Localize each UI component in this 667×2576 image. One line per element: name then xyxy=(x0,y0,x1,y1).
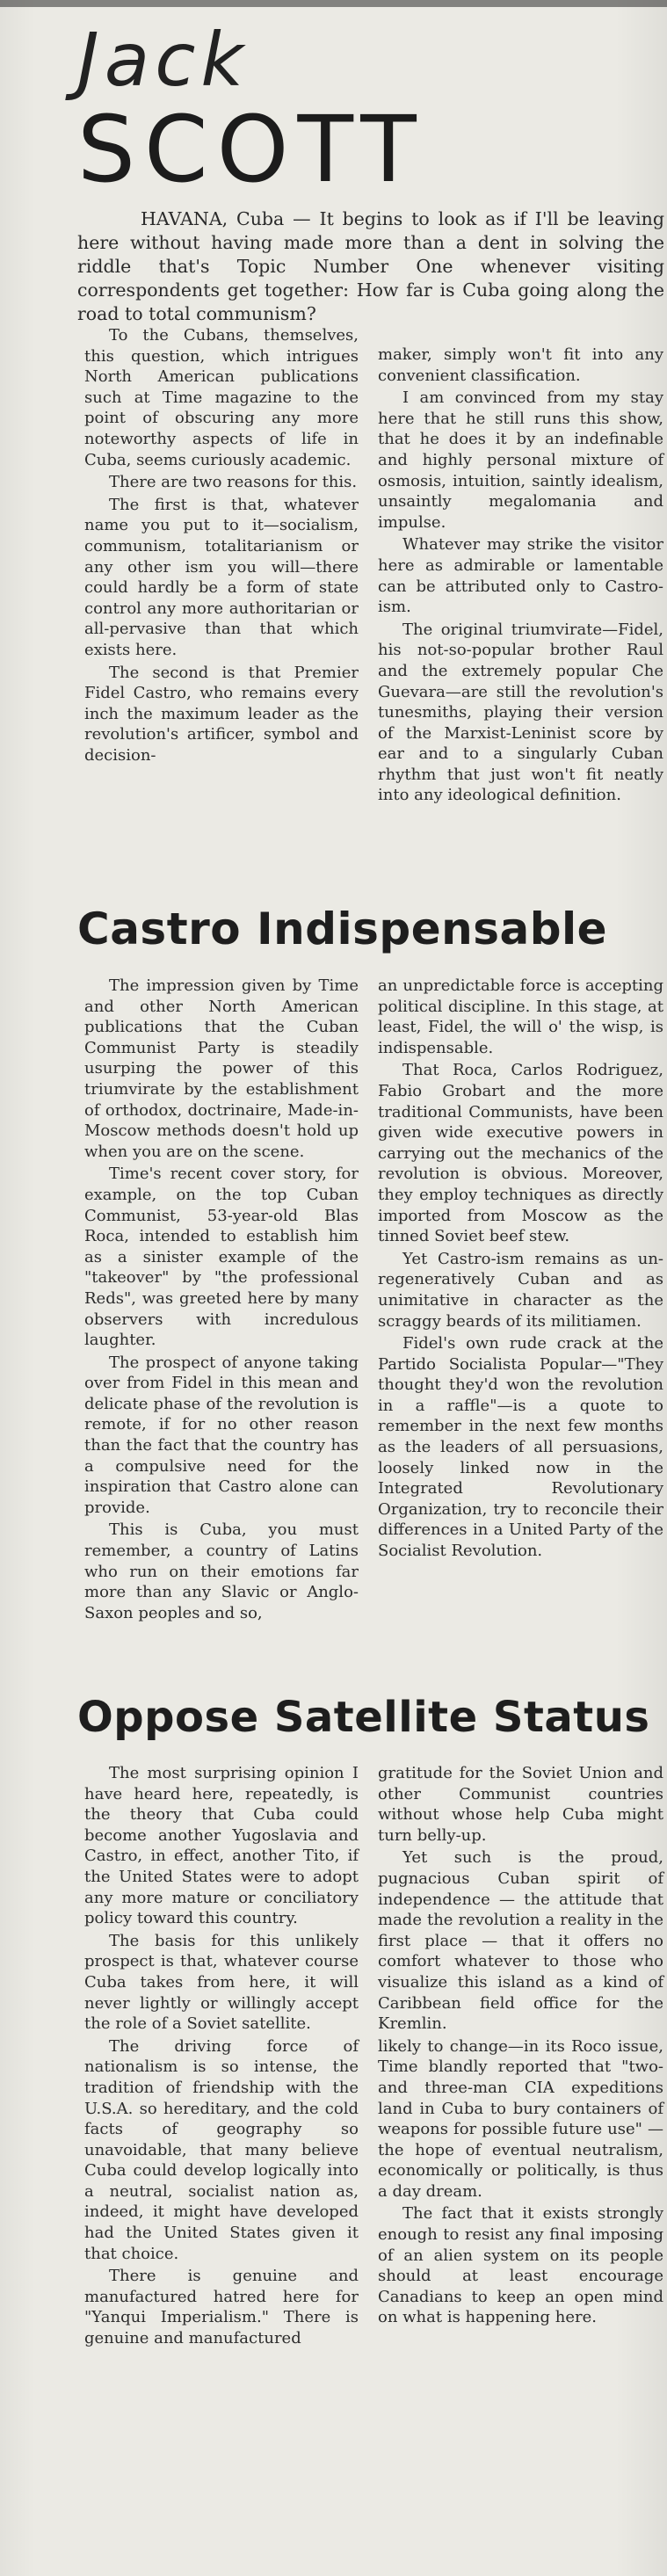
paragraph: To the Cubans, themselves, this question, which intrigues North American publications such at Time magazine to the point of obscuring any more noteworthy aspects of life in Cuba, seems curiously academic. xyxy=(84,326,359,469)
section2-column-left xyxy=(84,976,359,1625)
byline-last-name: SCOTT xyxy=(77,96,425,203)
section1-column-right xyxy=(378,345,663,808)
paragraph: This is Cuba, you must remember, a country of Latins who run on their emotions far more than any Slavic or Anglo-Saxon peoples and so, xyxy=(84,1520,359,1622)
paragraph: That Roca, Carlos Rodriguez, Fabio Grobart and the more traditional Communists, have been given wide executive powers in carrying out the mechanics of the revolution is obvious. Moreover, they employ techniques as directly imported from Moscow as the tinned Soviet beef stew. xyxy=(378,1061,663,1246)
section3-column-left xyxy=(84,1763,359,2351)
section1-column-left xyxy=(84,325,359,767)
paragraph: The second is that Premier Fidel Castro, who remains every inch the maximum leader as the revolution's artificer, symbol and decision- xyxy=(84,663,359,765)
top-edge-strip xyxy=(0,0,667,7)
paragraph: The impression given by Time and other North American publications that the Cuban Communist Party is steadily usurping the power of this triumvirate by the establishment of orthodox, doctrinaire, Made-in-Moscow methods doesn't hold up when you are on the scene. xyxy=(84,976,359,1161)
paragraph: The driving force of nationalism is so intense, the tradition of friendship with the U.S.A. so hereditary, and the cold facts of geography so unavoidable, that many believe Cuba could develop logically into a neutral, socialist nation as, indeed, it might have developed had the United States given it that choice. xyxy=(84,2036,359,2263)
section2-column-right xyxy=(378,976,663,1564)
paragraph: an unpredictable force is accepting political discipline. In this stage, at least, Fidel, the will o' the wisp, is indispensable. xyxy=(378,976,663,1057)
lede-paragraph: HAVANA, Cuba — It begins to look as if I'll be leaving here without having made more than a dent in solving the riddle that's Topic Number One whenever visiting correspondents get together: How far is Cuba going along the road to total communism? xyxy=(77,208,664,324)
paragraph: gratitude for the Soviet Union and other Communist countries without whose help Cuba might turn belly-up. xyxy=(378,1764,663,1845)
paragraph: There are two reasons for this. xyxy=(109,473,358,492)
paragraph: The most surprising opinion I have heard here, repeatedly, is the theory that Cuba could become another Yugoslavia and Castro, in effect, another Tito, if the United States were to adopt any more mature or conciliatory policy toward this country. xyxy=(84,1764,359,1928)
paragraph: Yet Castro-ism remains as un-regeneratively Cuban and as unimitative in character as the scraggy beards of its militiamen. xyxy=(378,1249,663,1331)
paragraph: maker, simply won't fit into any convenient classification. xyxy=(378,345,663,385)
paragraph: The prospect of anyone taking over from Fidel in this mean and delicate phase of the revolution is remote, if for no other reason than the fact that the country has a compulsive need for the inspiration that Castro alone can provide. xyxy=(84,1353,359,1517)
paragraph: The basis for this unlikely prospect is that, whatever course Cuba takes from here, it will never lightly or willingly accept the role of a Soviet satellite. xyxy=(84,1931,359,2034)
paragraph: likely to change—in its Roco issue, Time blandly reported that "two- and three-man CIA expeditions land in Cuba to bury containers of weapons for possible future use" — the hope of eventual neutralism, economically or politically, is thus a day dream. xyxy=(378,2036,663,2201)
byline-first-name: Jack xyxy=(77,17,250,103)
paragraph: The first is that, whatever name you put to it—socialism, communism, totalitarianism or any other ism you will—there could hardly be a form of state control any more authoritarian or all-pervasive than that which exists here. xyxy=(84,495,359,659)
paragraph: Whatever may strike the visitor here as admirable or lamentable can be attributed only to Castro-ism. xyxy=(378,535,663,617)
paragraph: Fidel's own rude crack at the Partido Socialista Popular—"They thought they'd won the revolution in a raffle"—is a quote to remember in the next few months as the leaders of all persuasions, loosely linked now in the Integrated Revolutionary Organization, try to reconcile their differences in a United Party of the Socialist Revolution. xyxy=(378,1334,663,1561)
paragraph: Time's recent cover story, for example, on the top Cuban Communist, 53-year-old Blas Roca, intended to establish him as a sinister example of the "takeover" by "the professional Reds", was greeted here by many observers with incredulous laughter. xyxy=(84,1165,359,1350)
section-heading-oppose-satellite-status: Oppose Satellite Status xyxy=(77,1693,650,1742)
paragraph: The original triumvirate—Fidel, his not-so-popular brother Raul and the extremely popular Che Guevara—are still the revolution's tunesmiths, playing their version of the Marxist-Leninist score by ear and to a singularly Cuban rhythm that just won't fit neatly into any ideological definition. xyxy=(378,620,663,805)
section3-column-right xyxy=(378,1763,663,2330)
paragraph: I am convinced from my stay here that he still runs this show, that he does it by an indefinable and highly personal mixture of osmosis, intuition, saintly idealism, unsaintly megalomania and impulse. xyxy=(378,388,663,532)
paragraph: The fact that it exists strongly enough to resist any final imposing of an alien system on its people should at least encourage Canadians to keep an open mind on what is happening here. xyxy=(378,2204,663,2327)
section-heading-castro-indispensable: Castro Indispensable xyxy=(77,903,608,954)
paragraph: Yet such is the proud, pugnacious Cuban spirit of independence — the attitude that made the revolution a reality in the first place — that it offers no comfort whatever to those who visualize this island as a kind of Caribbean field office for the Kremlin. xyxy=(378,1848,663,2034)
paragraph: There is genuine and manufactured hatred here for "Yanqui Imperialism." There is genuine and manufactured xyxy=(84,2267,359,2348)
